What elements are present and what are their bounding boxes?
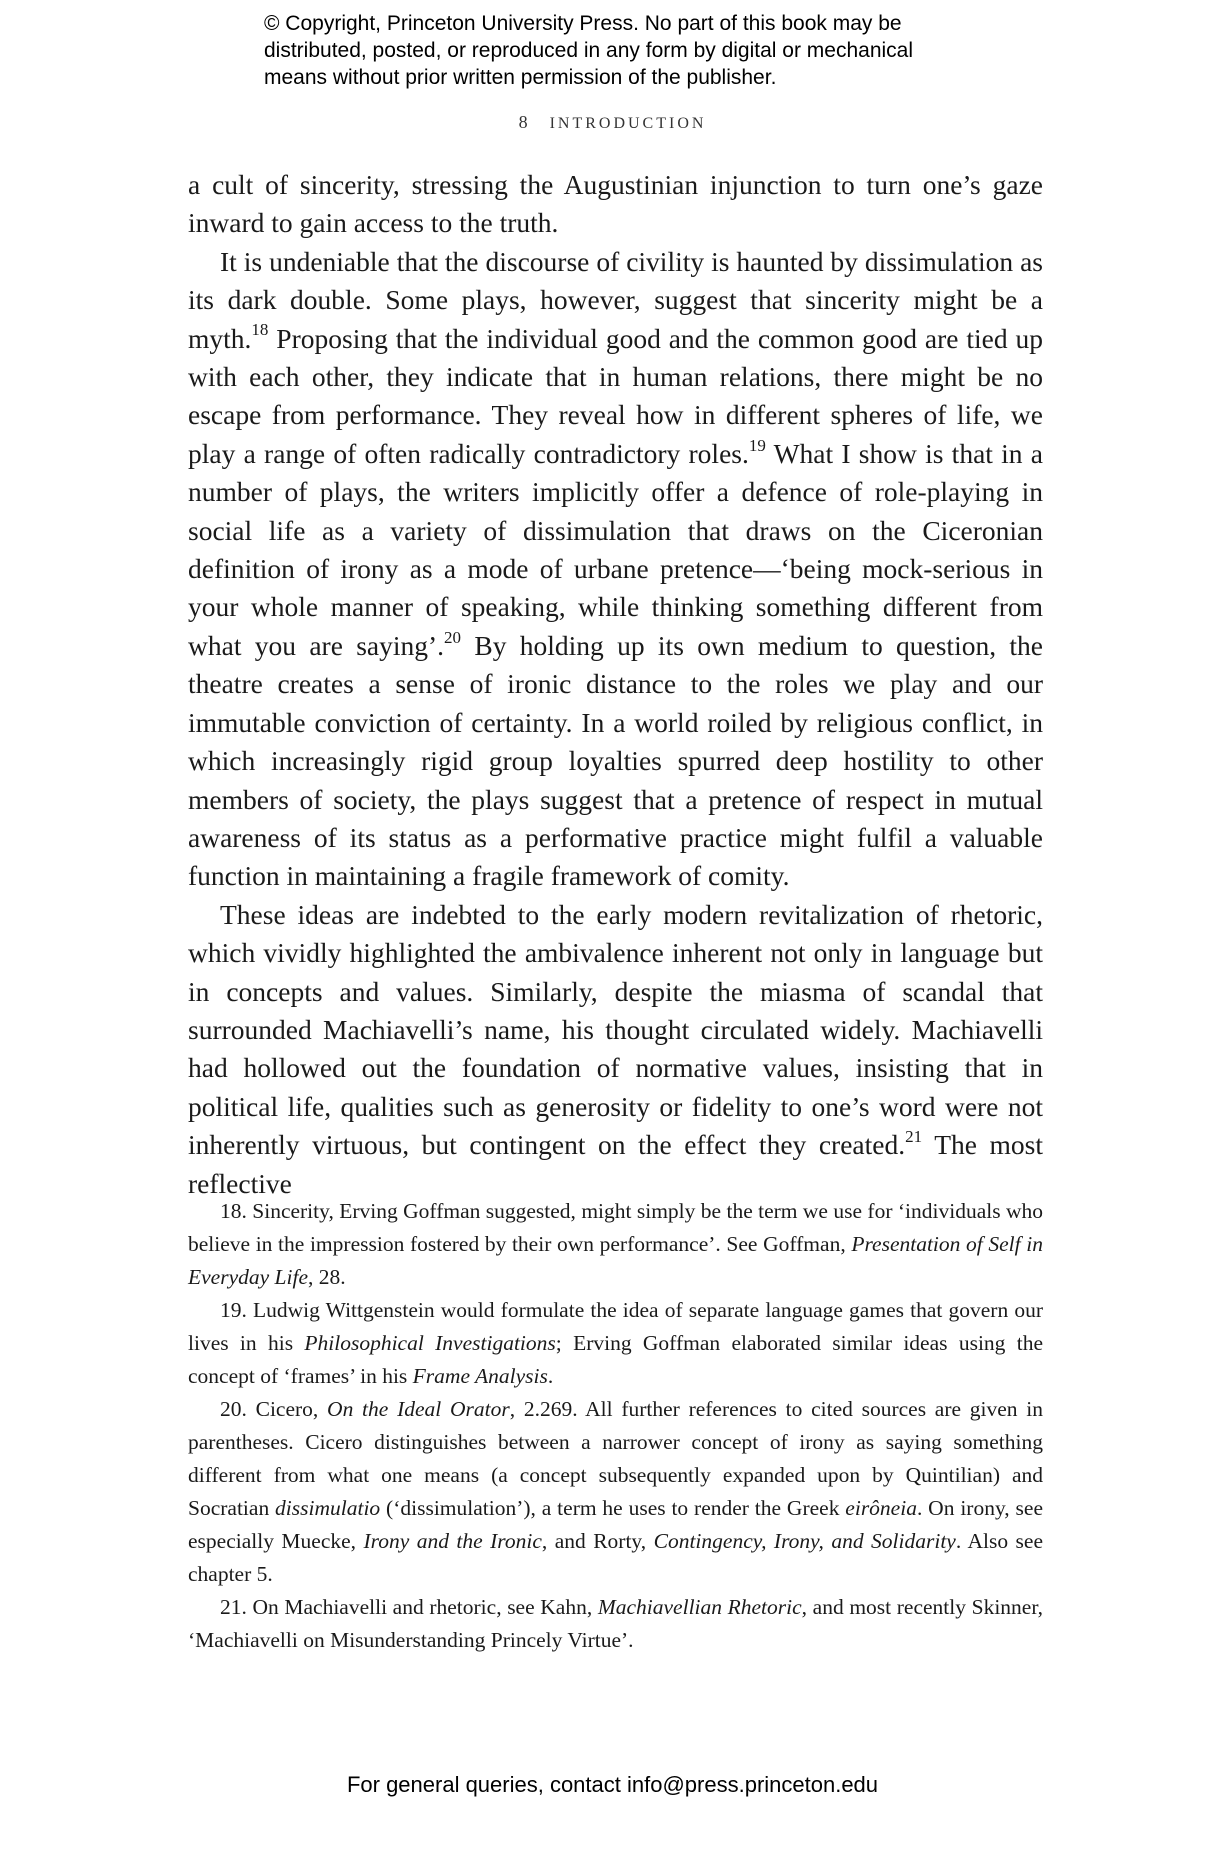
copyright-line: distributed, posted, or reproduced in any form by digital or mechanical bbox=[264, 39, 914, 62]
footnote-text: 19. Ludwig Wittgenstein would formulate the idea of separate language games that govern our lives in his bbox=[188, 1298, 1043, 1355]
cited-title: Frame Analysis bbox=[412, 1364, 548, 1388]
footnote-text: 21. On Machiavelli and rhetoric, see Kahn, bbox=[220, 1595, 598, 1619]
paragraph-text: The most reflective bbox=[188, 1129, 1043, 1199]
footnote-text: , 28. bbox=[308, 1265, 346, 1289]
cited-title: Presentation of Self in Everyday Life bbox=[188, 1232, 1043, 1289]
footnote-text: 20. Cicero, bbox=[220, 1397, 328, 1421]
cited-title: Irony and the Ironic bbox=[363, 1529, 542, 1553]
cited-title: On the Ideal Orator bbox=[327, 1397, 510, 1421]
footnote-18 bbox=[188, 1195, 1043, 1294]
footnote-ref-18[interactable]: 18 bbox=[251, 320, 269, 340]
copyright-line: © Copyright, Princeton University Press. No part of this book may be bbox=[264, 12, 902, 35]
footnote-20 bbox=[188, 1393, 1043, 1591]
paragraph-text: a cult of sincerity, stressing the Augustinian injunction to turn one’s gaze inward to gain access to the truth. bbox=[188, 169, 1043, 239]
footnote-text: (‘dissimulation’), a term he uses to render the Greek bbox=[380, 1496, 846, 1520]
footnote-ref-20[interactable]: 20 bbox=[444, 627, 462, 647]
section-title: INTRODUCTION bbox=[549, 115, 707, 132]
paragraph-text: It is undeniable that the discourse of civility is haunted by dissimulation as its dark double. Some plays, however, suggest that sincerity might be a myth. bbox=[188, 245, 1043, 354]
footnote-text: 18. Sincerity, Erving Goffman suggested, might simply be the term we use for ‘individuals who believe in the impression fostered by their own performance’. See Goffman, bbox=[188, 1199, 1043, 1256]
page-number: 8 bbox=[518, 112, 528, 132]
footnote-19 bbox=[188, 1294, 1043, 1393]
paragraph bbox=[188, 243, 1043, 896]
copyright-notice bbox=[264, 10, 1024, 91]
paragraph-text: Proposing that the individual good and the common good are tied up with each other, they indicate that in human relations, there might be no escape from performance. They reveal how in different spheres of life, we play a range of often radically contradictory roles. bbox=[188, 322, 1043, 469]
foreign-term: eirôneia bbox=[845, 1496, 917, 1520]
paragraph-text: What I show is that in a number of plays, the writers implicitly offer a defence of role-playing in social life as a variety of dissimulation that draws on the Ciceronian definition of irony as a mode of urbane pretence—‘being mock-serious in your whole manner of speaking, while thinking something different from what you are saying’. bbox=[188, 437, 1043, 661]
footnote-text: , and Rorty, bbox=[541, 1529, 654, 1553]
cited-title: Machiavellian Rhetoric bbox=[597, 1595, 802, 1619]
footnote-text: , 2.269. All further references to cited sources are given in parentheses. Cicero distinguishes between a narrower concept of irony as saying something different from what one means (a concept subsequently expanded upon by Quintilian) and Socratian bbox=[188, 1397, 1044, 1520]
footnote-21 bbox=[188, 1591, 1043, 1657]
paragraph bbox=[188, 166, 1043, 243]
cited-title: Contingency, Irony, and Solidarity bbox=[653, 1529, 956, 1553]
running-head bbox=[0, 112, 1225, 133]
foreign-term: dissimulatio bbox=[275, 1496, 381, 1520]
footnote-ref-21[interactable]: 21 bbox=[905, 1127, 923, 1146]
paragraph bbox=[188, 896, 1043, 1203]
footnote-text: . bbox=[547, 1364, 554, 1388]
copyright-line: means without prior written permission of the publisher. bbox=[264, 66, 777, 89]
footnotes bbox=[188, 1195, 1043, 1657]
footnote-text: . Also see chapter 5. bbox=[188, 1529, 1044, 1586]
cited-title: Philosophical Investigations bbox=[304, 1331, 556, 1355]
footnote-text: , and most recently Skinner, ‘Machiavelli on Misunderstanding Princely Virtue’. bbox=[188, 1595, 1044, 1652]
paragraph-text: By holding up its own medium to question, the theatre creates a sense of ironic distance to the roles we play and our immutable conviction of certainty. In a world roiled by religious conflict, in which increasingly rigid group loyalties spurred deep hostility to other members of society, the plays suggest that a pretence of respect in mutual awareness of its status as a performative practice might fulfil a valuable function in maintaining a fragile framework of comity. bbox=[188, 629, 1043, 892]
body-text bbox=[188, 166, 1043, 1203]
paragraph-text: These ideas are indebted to the early modern revitalization of rhetoric, which vividly highlighted the ambivalence inherent not only in language but in concepts and values. Similarly, despite the miasma of scandal that surrounded Machiavelli’s name, his thought circulated widely. Machiavelli had hollowed out the foundation of normative values, insisting that in political life, qualities such as generosity or fidelity to one’s word were not inherently virtuous, but contingent on the effect they created. bbox=[188, 898, 1043, 1161]
footnote-ref-19[interactable]: 19 bbox=[748, 435, 766, 455]
contact-footer: For general queries, contact info@press.princeton.edu bbox=[346, 1772, 879, 1797]
footnote-text: ; Erving Goffman elaborated similar ideas using the concept of ‘frames’ in his bbox=[188, 1331, 1044, 1388]
footnote-text: . On irony, see especially Muecke, bbox=[188, 1496, 1043, 1553]
